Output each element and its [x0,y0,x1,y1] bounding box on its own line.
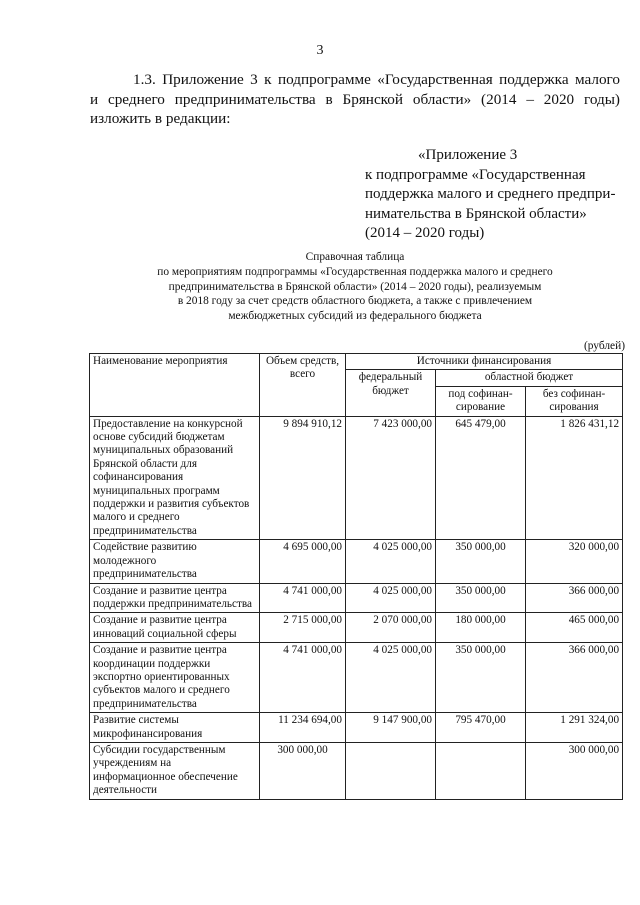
table-row [90,742,623,799]
row-cofinancing [436,742,526,799]
row-total: 4 741 000,00 [260,583,346,613]
row-cofinancing: 350 000,00 [436,540,526,583]
row-total: 9 894 910,12 [260,416,346,540]
row-federal: 4 025 000,00 [346,643,436,713]
row-federal: 9 147 900,00 [346,713,436,743]
reference-title: Справочная таблица [305,251,405,263]
annex-line-2: к подпрограмме «Государственная [365,166,586,183]
table-row [90,713,623,743]
header-total: Объем средств, всего [260,354,346,417]
row-no-cofinancing: 366 000,00 [526,583,623,613]
table-row [90,613,623,643]
row-federal: 4 025 000,00 [346,540,436,583]
row-total: 4 741 000,00 [260,643,346,713]
measures-table [89,353,623,800]
row-cofinancing: 350 000,00 [436,583,526,613]
intro-paragraph [90,70,620,129]
annex-line-5: (2014 – 2020 годы) [365,225,485,241]
intro-line-1: 1.3. Приложение 3 к подпрограмме «Государственная поддержка малого [133,71,620,88]
header-sources: Источники финансирования [346,354,623,370]
row-federal [346,742,436,799]
intro-line-3: изложить в редакции: [90,110,231,127]
row-name: Содействие развитию молодежного предпринимательства [90,540,260,583]
row-cofinancing: 180 000,00 [436,613,526,643]
reference-title-block [90,250,620,324]
header-cofinancing: под софинан-сирование [436,386,526,416]
intro-line-2: и среднего предпринимательства в Брянской области» (2014 – 2020 годы) [90,90,620,108]
row-name: Предоставление на конкурсной основе субсидий бюджетам муниципальных образований Брянской области для софинансирования муниципальных программ поддержки и развития субъектов малого и среднего предпринимательства [90,416,260,540]
table-row [90,540,623,583]
header-no-cofinancing: без софинан-сирования [526,386,623,416]
row-no-cofinancing: 1 291 324,00 [526,713,623,743]
reference-line-4: межбюджетных субсидий из федерального бюджета [228,310,482,323]
row-name: Создание и развитие центра координации поддержки экспортно ориентированных субъектов малого и среднего предпринимательства [90,643,260,713]
row-name: Субсидии государственным учреждениям на информационное обеспечение деятельности [90,742,260,799]
page-number: 3 [316,43,324,58]
row-cofinancing: 350 000,00 [436,643,526,713]
row-total: 2 715 000,00 [260,613,346,643]
row-federal: 7 423 000,00 [346,416,436,540]
row-name: Создание и развитие центра инноваций социальной сферы [90,613,260,643]
row-name: Создание и развитие центра поддержки предпринимательства [90,583,260,613]
table-row [90,416,623,540]
reference-line-1: по мероприятиям подпрограммы «Государственная поддержка малого и среднего [157,265,553,278]
row-total: 11 234 694,00 [260,713,346,743]
row-no-cofinancing: 366 000,00 [526,643,623,713]
header-federal: федеральный бюджет [346,370,436,416]
row-cofinancing: 795 470,00 [436,713,526,743]
row-no-cofinancing: 300 000,00 [526,742,623,799]
reference-line-3: в 2018 году за счет средств областного бюджета, а также с привлечением [177,295,533,308]
table-row [90,643,623,713]
row-cofinancing: 645 479,00 [436,416,526,540]
row-no-cofinancing: 1 826 431,12 [526,416,623,540]
row-federal: 4 025 000,00 [346,583,436,613]
row-total: 4 695 000,00 [260,540,346,583]
row-no-cofinancing: 465 000,00 [526,613,623,643]
row-no-cofinancing: 320 000,00 [526,540,623,583]
reference-line-2: предпринимательства в Брянской области» (2014 – 2020 годы), реализуемым [168,280,542,293]
row-name: Развитие системы микрофинансирования [90,713,260,743]
header-name: Наименование мероприятия [90,354,260,417]
annex-line-1: «Приложение 3 [418,147,518,163]
row-federal: 2 070 000,00 [346,613,436,643]
annex-line-4: нимательства в Брянской области» [365,205,587,222]
annex-line-3: поддержка малого и среднего предпри- [365,186,616,202]
table-row [90,583,623,613]
header-regional: областной бюджет [436,370,623,386]
annex-heading [365,146,627,244]
units-label: (рублей) [583,340,625,352]
row-total: 300 000,00 [260,742,346,799]
